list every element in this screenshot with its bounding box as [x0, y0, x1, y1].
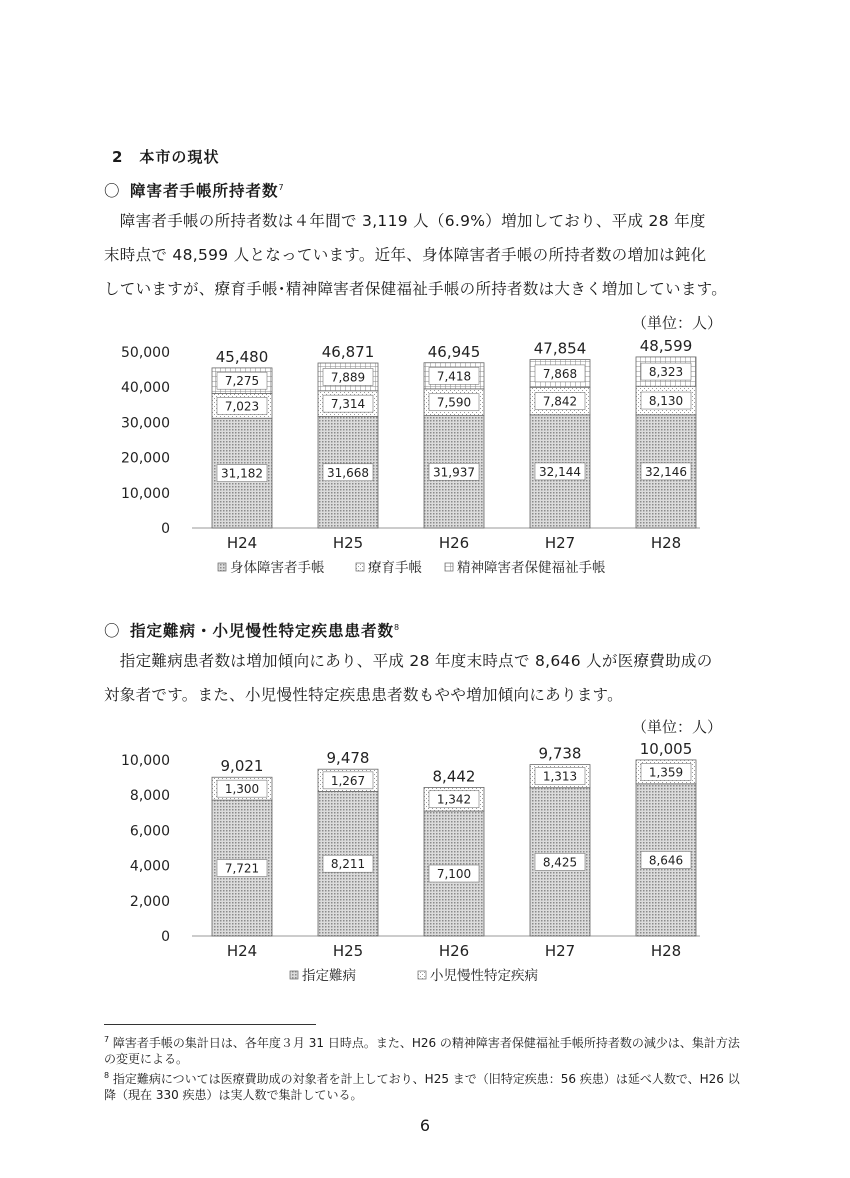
- data-label: 8,130: [648, 394, 684, 409]
- y-tick-label: 50,000: [121, 345, 170, 361]
- footnote-text: 障害者手帳の集計日は、各年度３月 31 日時点。また、H26 の精神障害者保健福祉手帳所持者数の減少は、集計方法の変更による。: [104, 1036, 740, 1066]
- y-tick-label: 10,000: [121, 485, 170, 502]
- data-label: 31,937: [433, 465, 475, 480]
- y-tick-label: 4,000: [129, 858, 170, 875]
- footnote-number: 7: [104, 1035, 110, 1044]
- data-label: 7,100: [436, 867, 472, 882]
- legend-label: 身体障害者手帳: [230, 560, 325, 576]
- data-label: 7,868: [542, 366, 578, 381]
- footnote-ref-7: 7: [278, 182, 285, 192]
- data-label: 7,275: [224, 374, 260, 389]
- paragraph-line: 指定難病患者数は増加傾向にあり、平成 28 年度末時点で 8,646 人が医療費助成の: [104, 652, 713, 670]
- data-label: 8,646: [648, 853, 684, 868]
- y-tick-label: 2,000: [129, 893, 170, 910]
- x-tick-label: H26: [438, 942, 470, 960]
- paragraph-2: [104, 644, 744, 712]
- x-tick-label: H24: [226, 942, 258, 960]
- paragraph-line: していますが、療育手帳･精神障害者保健福祉手帳の所持者数は大きく増加しています。: [104, 280, 728, 298]
- data-label: 7,889: [330, 370, 366, 385]
- total-label: 10,005: [639, 740, 693, 758]
- data-label: 7,314: [330, 397, 366, 412]
- legend-swatch-icon: [218, 563, 226, 571]
- x-tick-label: H28: [650, 534, 682, 552]
- x-tick-label: H26: [438, 534, 470, 552]
- subsection-heading-1: [104, 179, 285, 201]
- data-label: 32,146: [645, 464, 687, 479]
- paragraph-1: [104, 204, 744, 306]
- y-tick-label: 10,000: [121, 753, 170, 769]
- total-label: 9,738: [538, 744, 582, 763]
- page-number: 6: [419, 1116, 431, 1135]
- footnote-text: 指定難病については医療費助成の対象者を計上しており、H25 まで（旧特定疾患：56 疾患）は延べ人数で、H26 以降（現在 330 疾患）は実人数で集計している。: [104, 1072, 740, 1102]
- circle-bullet-icon: 〇: [104, 182, 121, 200]
- x-tick-label: H28: [650, 942, 682, 960]
- y-tick-label: 6,000: [129, 823, 170, 840]
- legend-swatch-icon: [356, 563, 364, 571]
- legend-label: 療育手帳: [368, 560, 422, 576]
- footnote-ref-8: 8: [394, 622, 401, 632]
- total-label: 46,871: [321, 343, 375, 362]
- legend-swatch-icon: [445, 563, 453, 571]
- legend-label: 精神障害者保健福祉手帳: [457, 560, 606, 576]
- circle-bullet-icon: 〇: [104, 622, 121, 640]
- unit-label-1: （単位：人）: [632, 314, 723, 332]
- subsection-title-1: 障害者手帳所持者数: [130, 182, 279, 200]
- total-label: 9,021: [220, 757, 264, 776]
- data-label: 8,323: [648, 365, 684, 380]
- y-tick-label: 0: [161, 521, 170, 537]
- legend-swatch-icon: [290, 971, 298, 979]
- chart-intractable-diseases: [100, 740, 740, 986]
- legend-swatch-icon: [418, 971, 426, 979]
- data-label: 7,023: [224, 399, 260, 414]
- y-tick-label: 30,000: [121, 415, 170, 432]
- data-label: 1,313: [542, 769, 578, 784]
- section-title: 2 本市の現状: [112, 148, 220, 166]
- data-label: 7,418: [436, 369, 472, 384]
- unit-label-2: （単位：人）: [632, 718, 723, 736]
- total-label: 46,945: [427, 342, 481, 361]
- x-tick-label: H25: [332, 534, 364, 552]
- x-tick-label: H27: [544, 534, 576, 552]
- legend-label: 指定難病: [302, 968, 356, 984]
- y-tick-label: 40,000: [121, 380, 170, 397]
- x-tick-label: H27: [544, 942, 576, 960]
- total-label: 47,854: [533, 339, 587, 358]
- chart-handbook-holders: [100, 336, 740, 588]
- data-label: 8,211: [330, 857, 366, 872]
- x-tick-label: H24: [226, 534, 258, 552]
- subsection-heading-2: [104, 619, 400, 641]
- data-label: 31,182: [221, 466, 263, 481]
- y-tick-label: 20,000: [121, 450, 170, 467]
- data-label: 7,842: [542, 394, 578, 409]
- footnote-divider: [104, 1024, 316, 1025]
- data-label: 32,144: [539, 464, 581, 479]
- data-label: 7,721: [224, 861, 260, 876]
- x-tick-label: H25: [332, 942, 364, 960]
- subsection-title-2: 指定難病・小児慢性特定疾患患者数: [130, 622, 395, 640]
- footnote-8: [104, 1068, 744, 1103]
- data-label: 7,590: [436, 395, 472, 410]
- data-label: 31,668: [327, 465, 369, 480]
- total-label: 45,480: [215, 347, 269, 366]
- y-tick-label: 8,000: [129, 788, 170, 805]
- total-label: 8,442: [432, 767, 476, 786]
- data-label: 8,425: [542, 855, 578, 870]
- data-label: 1,300: [224, 782, 260, 797]
- data-label: 1,342: [436, 792, 472, 807]
- data-label: 1,359: [648, 765, 684, 780]
- paragraph-line: 障害者手帳の所持者数は４年間で 3,119 人（6.9%）増加しており、平成 28 年度: [104, 212, 706, 230]
- legend-label: 小児慢性特定疾病: [430, 968, 538, 984]
- paragraph-line: 末時点で 48,599 人となっています。近年、身体障害者手帳の所持者数の増加は鈍化: [104, 246, 707, 264]
- footnote-number: 8: [104, 1071, 110, 1080]
- y-tick-label: 0: [161, 929, 170, 945]
- footnote-7: [104, 1032, 744, 1067]
- data-label: 1,267: [330, 773, 366, 788]
- total-label: 48,599: [639, 336, 693, 355]
- paragraph-line: 対象者です。また、小児慢性特定疾患患者数もやや増加傾向にあります。: [104, 686, 623, 704]
- total-label: 9,478: [326, 749, 370, 768]
